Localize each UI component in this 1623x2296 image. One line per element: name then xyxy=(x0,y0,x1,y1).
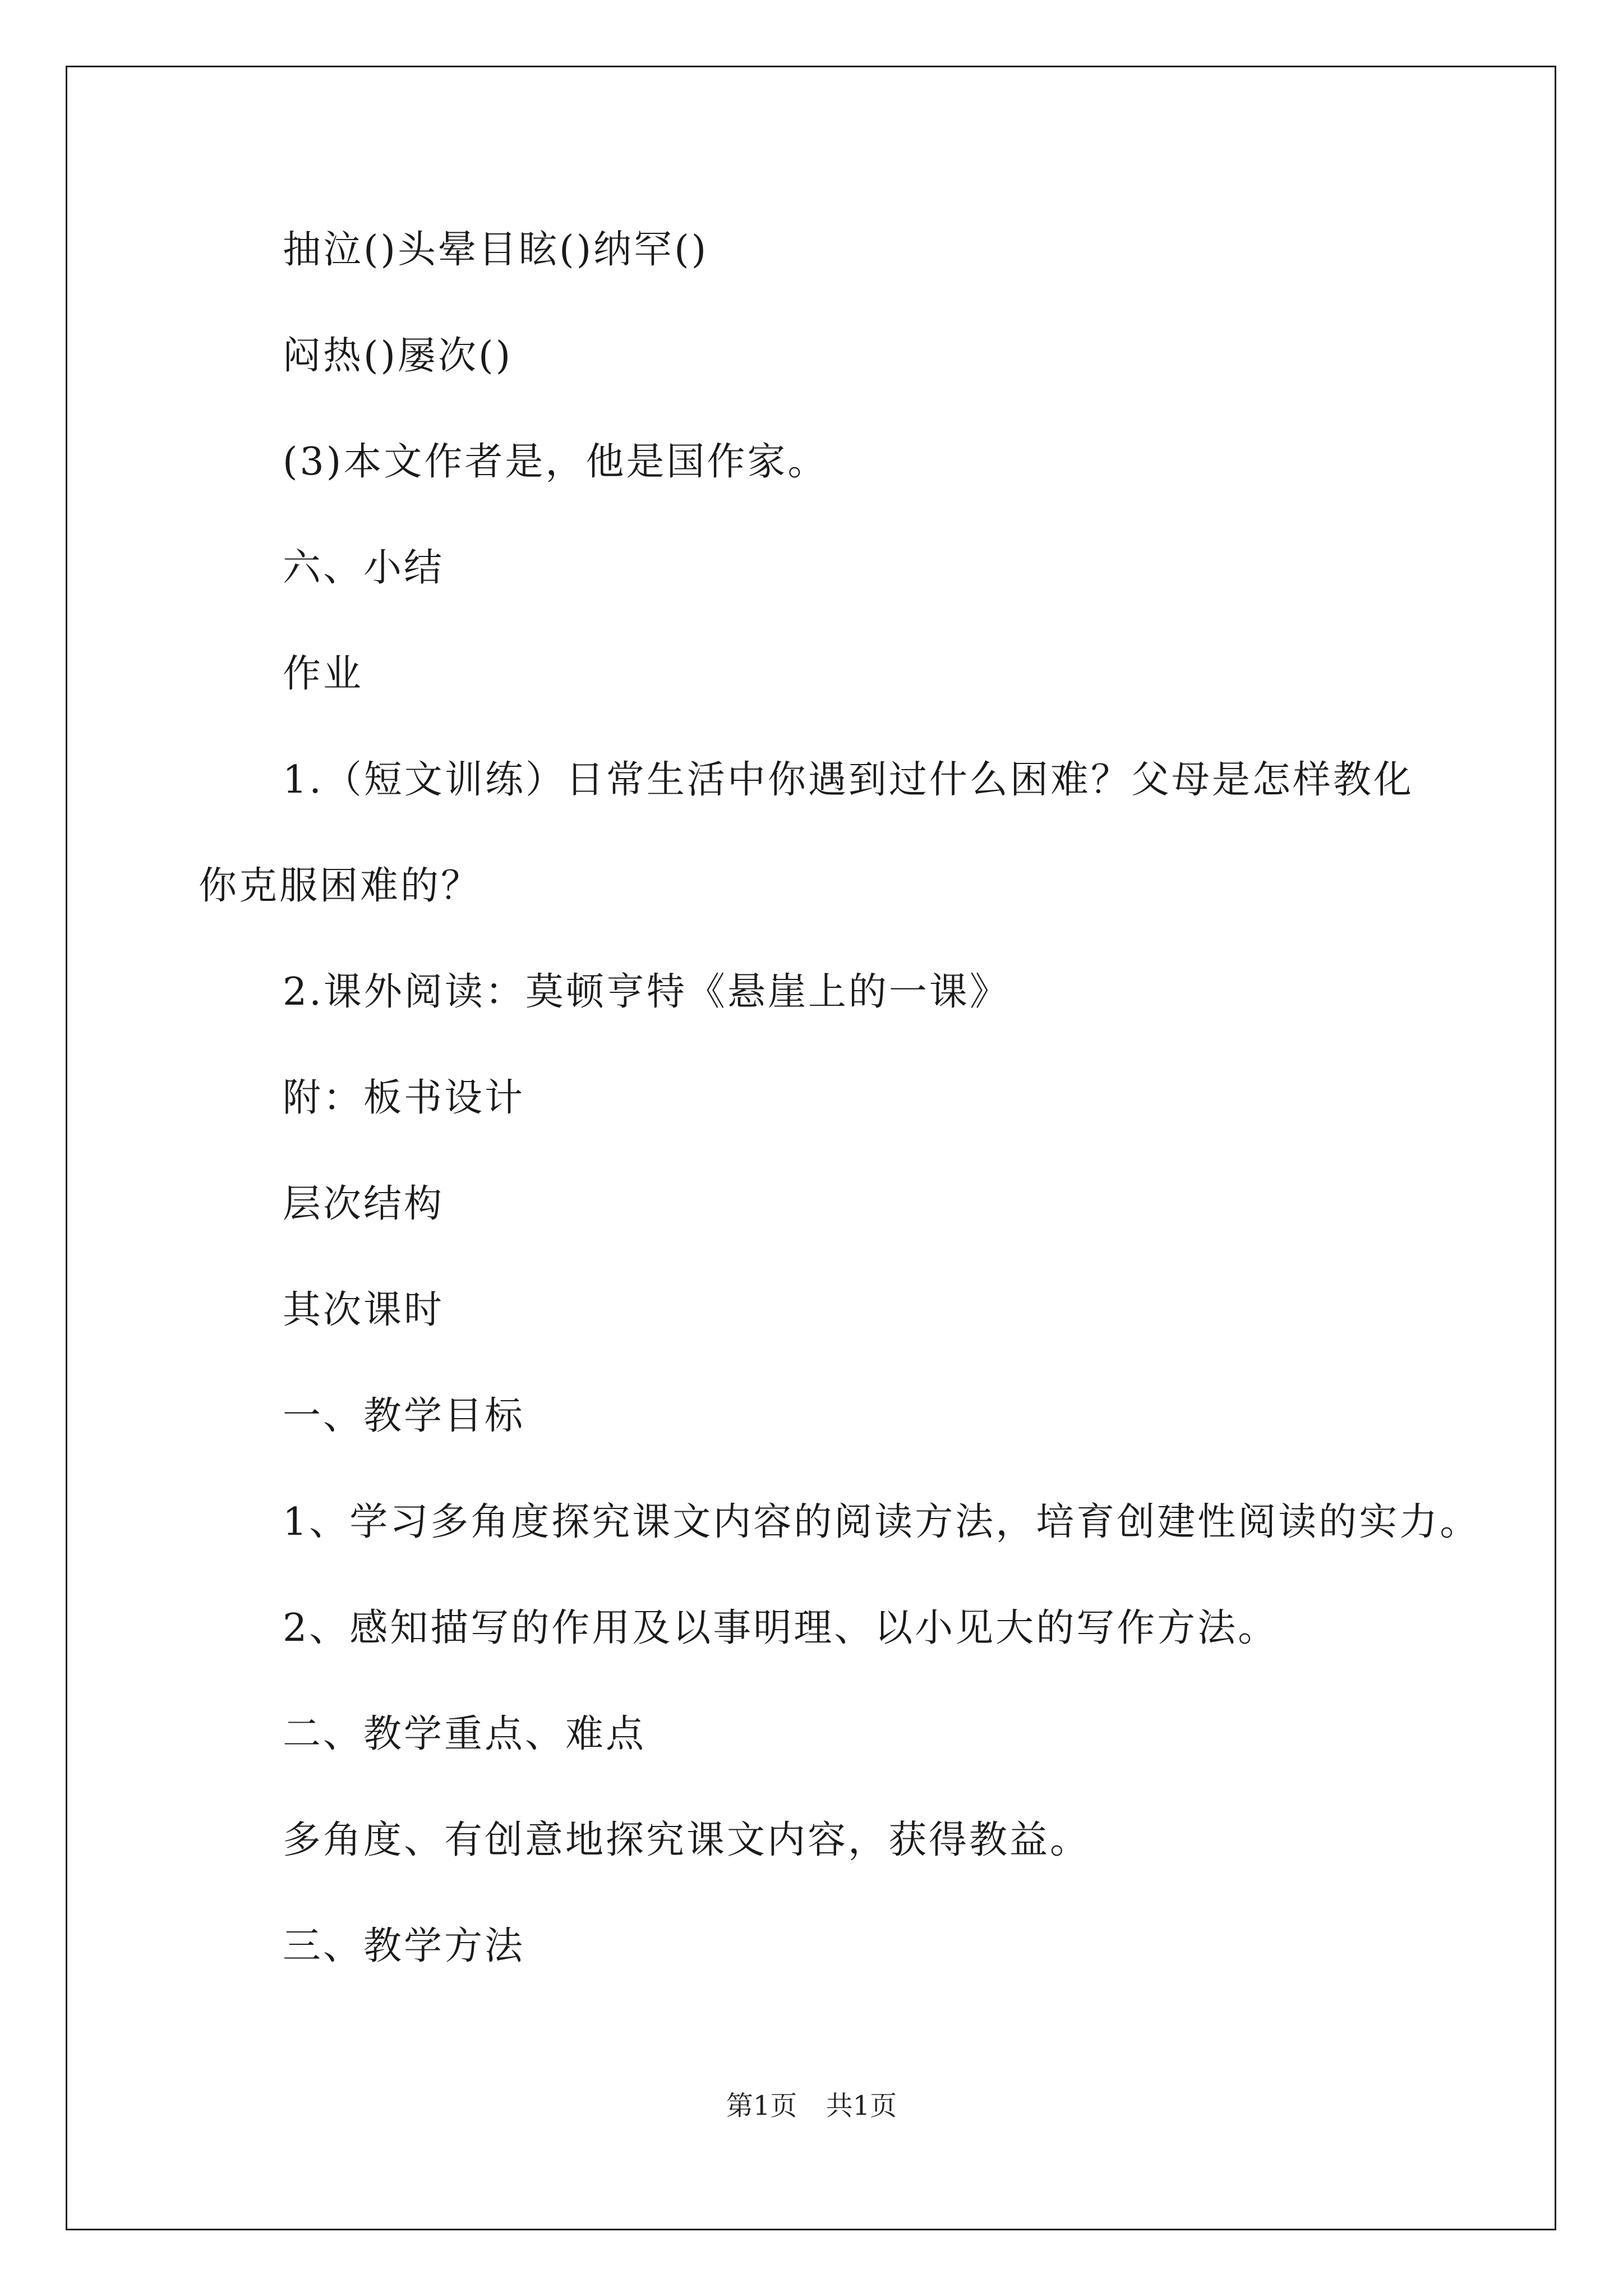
section-heading: 六、小结 xyxy=(283,546,445,590)
section-heading: 其次课时 xyxy=(283,1288,445,1332)
text-line: 2.课外阅读：莫顿亨特《悬崖上的一课》 xyxy=(283,970,1010,1014)
text-line: 抽泣()头晕目眩()纳罕() xyxy=(283,228,709,272)
text-line: 1、学习多角度探究课文内容的阅读方法，培育创建性阅读的实力。 xyxy=(283,1500,1481,1544)
text-line: 层次结构 xyxy=(283,1182,445,1226)
page-count: 共1页 xyxy=(826,2090,897,2122)
text-line: 附：板书设计 xyxy=(283,1076,525,1120)
text-line: (3)本文作者是，他是国作家。 xyxy=(283,440,828,484)
text-line: 2、感知描写的作用及以事明理、以小见大的写作方法。 xyxy=(283,1606,1279,1650)
text-line: 你克服困难的？ xyxy=(199,864,482,908)
section-heading: 三、教学方法 xyxy=(283,1924,525,1968)
text-line: 闷热()屡次() xyxy=(283,334,513,378)
section-heading: 二、教学重点、难点 xyxy=(283,1712,647,1756)
section-heading: 作业 xyxy=(283,652,364,696)
section-heading: 一、教学目标 xyxy=(283,1394,525,1438)
page-footer xyxy=(0,2090,1623,2122)
text-line: 1.（短文训练）日常生活中你遇到过什么困难？父母是怎样教化 xyxy=(283,758,1414,802)
page-number: 第1页 xyxy=(726,2090,797,2122)
page-frame xyxy=(66,66,1556,2230)
text-line: 多角度、有创意地探究课文内容，获得教益。 xyxy=(283,1818,1091,1862)
